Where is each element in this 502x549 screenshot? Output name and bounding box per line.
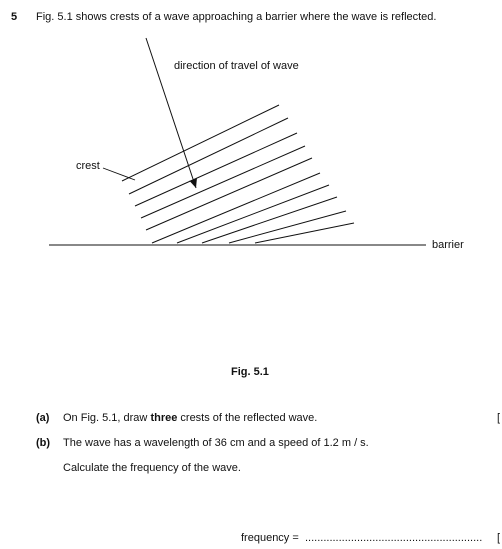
crest-line: [135, 133, 297, 206]
crest-line: [229, 211, 346, 243]
crest-line: [122, 105, 279, 181]
part-b-instruction: Calculate the frequency of the wave.: [63, 462, 241, 474]
crest-pointer: [103, 168, 135, 180]
part-a-marks: [: [497, 412, 501, 424]
wave-crests: [122, 105, 354, 243]
barrier-label: barrier: [432, 239, 464, 251]
crest-label: crest: [76, 160, 100, 172]
frequency-answer-line[interactable]: ..........................................................: [305, 532, 483, 544]
part-b-label: (b): [36, 437, 51, 449]
part-b-marks: [: [497, 532, 501, 544]
crest-line: [255, 223, 354, 243]
crest-line: [146, 158, 312, 230]
question-intro: Fig. 5.1 shows crests of a wave approaching a barrier where the wave is reflected.: [36, 11, 437, 23]
crest-line: [152, 173, 320, 243]
part-a-text: On Fig. 5.1, draw three crests of the reflected wave.: [63, 412, 318, 424]
crest-line: [177, 185, 329, 243]
frequency-answer-label: frequency =: [241, 532, 299, 544]
crest-line: [202, 197, 337, 243]
crest-line: [129, 118, 288, 194]
figure-caption: Fig. 5.1: [231, 366, 269, 378]
crest-line: [141, 146, 305, 218]
part-b-text: The wave has a wavelength of 36 cm and a speed of 1.2 m / s.: [63, 437, 369, 449]
direction-label: direction of travel of wave: [174, 60, 299, 72]
part-a-label: (a): [36, 412, 50, 424]
question-number: 5: [11, 11, 18, 23]
